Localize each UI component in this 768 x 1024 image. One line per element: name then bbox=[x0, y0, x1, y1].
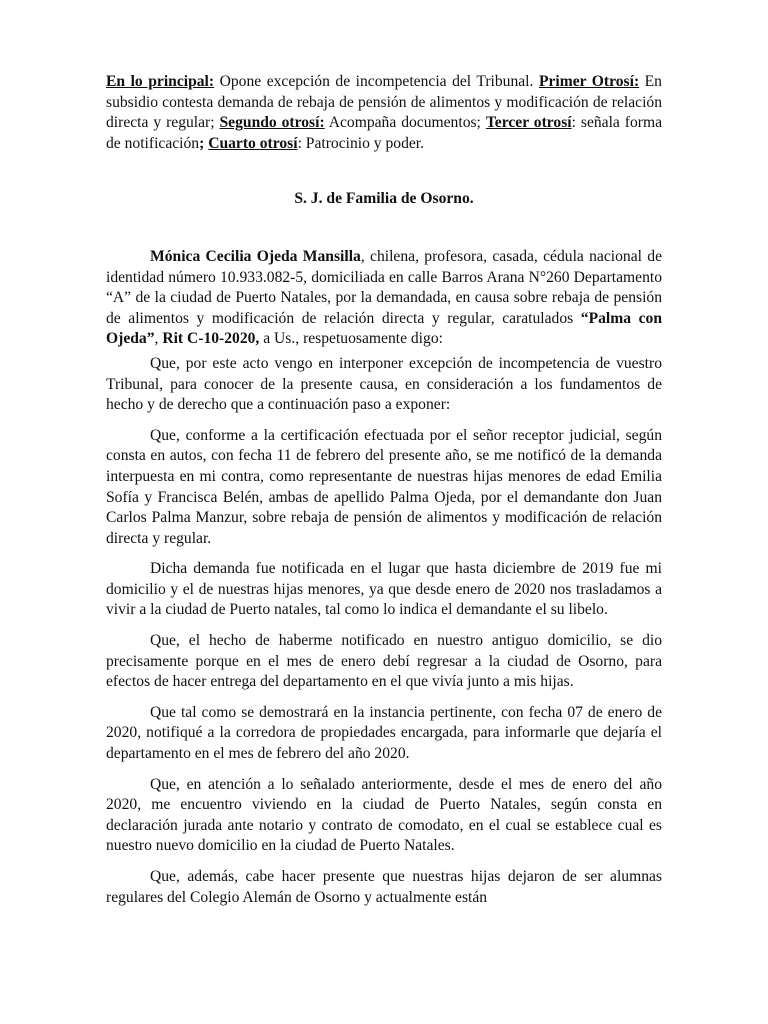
body-paragraph: Dicha demanda fue notificada en el lugar que hasta diciembre de 2019 fue mi domicilio y el de nuestras hijas menores, ya que desde enero de 2020 nos trasladamos a vivir a la ciudad de Puerto natales, tal como lo indica el demandante el su libelo. bbox=[106, 560, 662, 619]
cuarto-otrosi-text: : Patrocinio y poder. bbox=[297, 134, 425, 152]
heading-summary bbox=[106, 72, 662, 154]
tercer-otrosi-label: Tercer otrosí bbox=[485, 114, 572, 132]
principal-text: Opone excepción de incompetencia del Tribunal. bbox=[214, 73, 539, 90]
cuarto-otrosi-label: Cuarto otrosí bbox=[208, 134, 298, 152]
segundo-otrosi-label: Segundo otrosí: bbox=[219, 114, 325, 132]
intro-text-1: , chilena, profesora, casada, cédula nacional de identidad número 10.933.082-5, domiciliada en calle Barros Arana N°260 Departamento “A” de la ciudad de Puerto Natales, por la demandada, en causa sobre rebaja de pensión de alimentos y modificación de relación directa y regular, caratulados bbox=[106, 247, 662, 327]
segundo-otrosi-text: Acompaña documentos; bbox=[324, 114, 486, 132]
body-paragraph: Que, en atención a lo señalado anteriormente, desde el mes de enero del año 2020, me encuentro viviendo en la ciudad de Puerto Natales, según consta en declaración jurada ante notario y contrato de comodato, en el cual se establece cual es nuestro nuevo domicilio en la ciudad de Puerto Natales. bbox=[106, 775, 662, 855]
principal-label: En lo principal: bbox=[106, 73, 215, 90]
primer-otrosi-label: Primer Otrosí: bbox=[538, 73, 640, 90]
body-paragraph: Que, además, cabe hacer presente que nuestras hijas dejaron de ser alumnas regulares del Colegio Alemán de Osorno y actualmente están bbox=[106, 868, 662, 906]
intro-text-2: , bbox=[154, 330, 163, 348]
body-paragraph: Que, por este acto vengo en interponer excepción de incompetencia de vuestro Tribunal, para conocer de la presente causa, en consideración a los fundamentos de hecho y de derecho que a continuación paso a exponer: bbox=[106, 354, 662, 414]
tercer-otrosi-text: : señala forma de notificación bbox=[106, 114, 662, 152]
case-rit: Rit C-10-2020, bbox=[162, 330, 260, 348]
party-name: Mónica Cecilia Ojeda Mansilla bbox=[150, 247, 361, 265]
body-paragraph: Que tal como se demostrará en la instancia pertinente, con fecha 07 de enero de 2020, notifiqué a la corredora de propiedades encargada, para informarle que dejaría el departamento en el mes de febrero del año 2020. bbox=[106, 703, 662, 763]
court-title: S. J. de Familia de Osorno. bbox=[294, 190, 474, 208]
primer-otrosi-text: En subsidio contesta demanda de rebaja de pensión de alimentos y modificación de relación directa y regular; bbox=[106, 73, 662, 132]
body-paragraph: Que, conforme a la certificación efectuada por el señor receptor judicial, según consta en autos, con fecha 11 de febrero del presente año, se me notificó de la demanda interpuesta en mi contra, como representante de nuestras hijas menores de edad Emilia Sofía y Francisca Belén, ambas de apellido Palma Ojeda, por el demandante don Juan Carlos Palma Manzur, sobre rebaja de pensión de alimentos y modificación de relación directa y regular. bbox=[106, 426, 662, 547]
case-name: “Palma con Ojeda” bbox=[106, 309, 663, 348]
document-page bbox=[106, 72, 662, 918]
intro-paragraph bbox=[106, 247, 662, 350]
body-paragraph: Que, el hecho de haberme notificado en nuestro antiguo domicilio, se dio precisamente porque en el mes de enero debí regresar a la ciudad de Osorno, para efectos de hacer entrega del departamento en el que vivía junto a mis hijas. bbox=[106, 632, 662, 691]
intro-text-3: a Us., respetuosamente digo: bbox=[259, 330, 443, 348]
heading-semicolon: ; bbox=[199, 134, 205, 152]
